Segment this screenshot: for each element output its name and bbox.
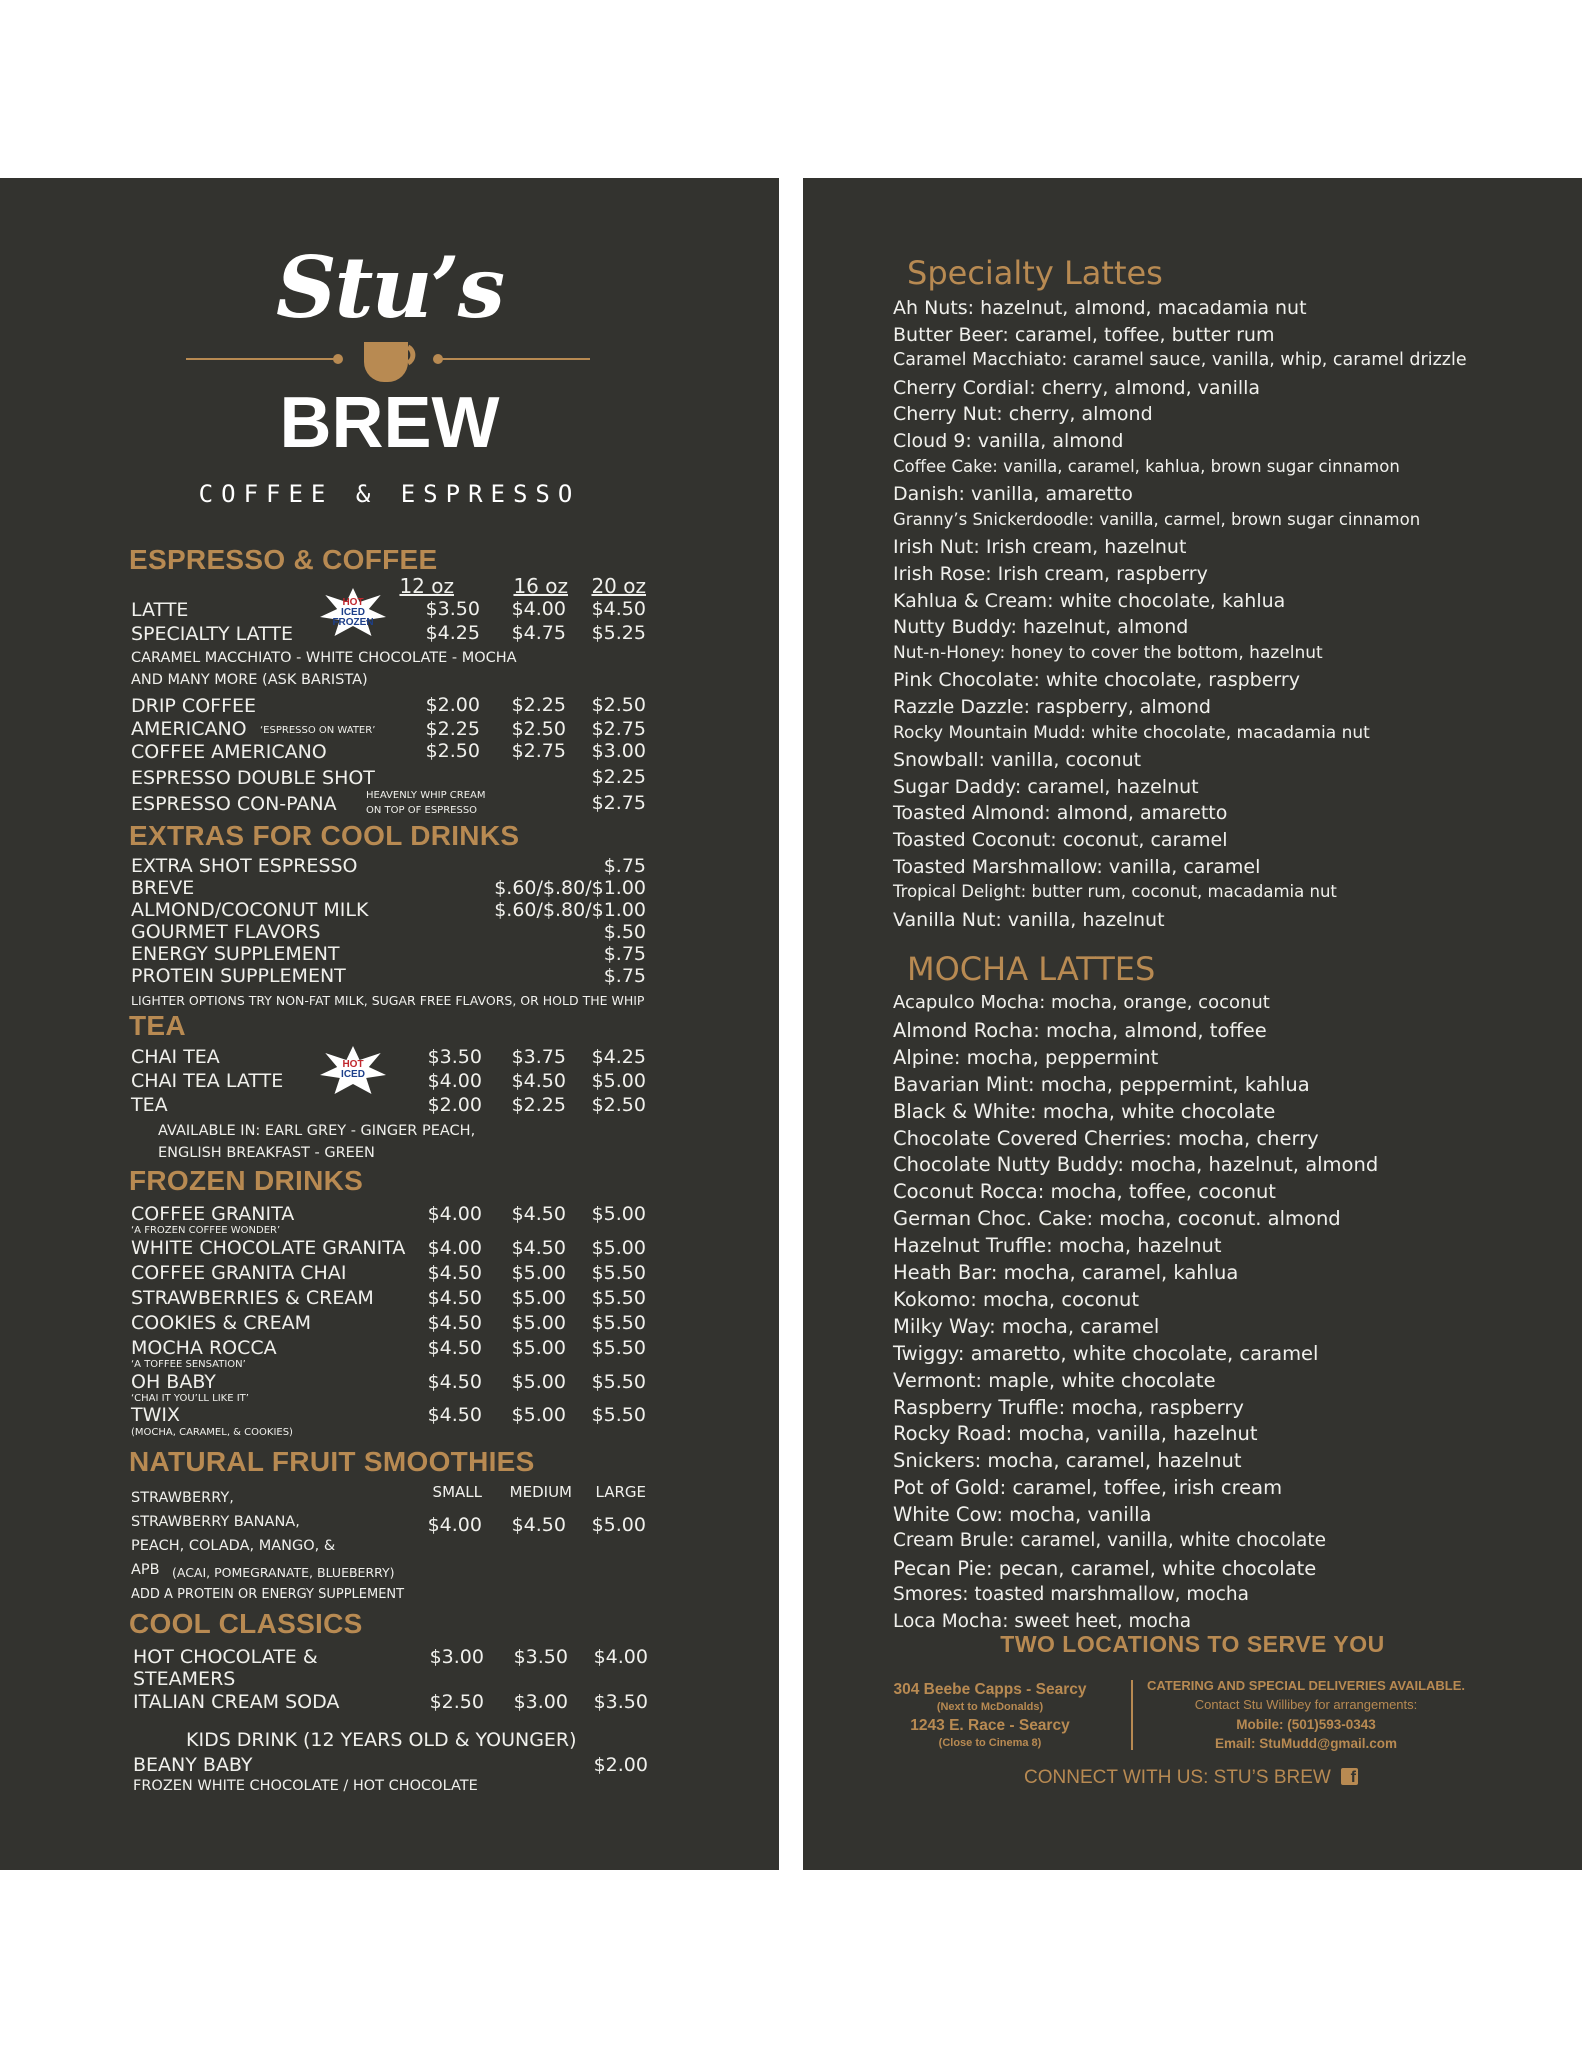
extra-item: ALMOND/COCONUT MILK [131,899,369,921]
kids-item-sub: FROZEN WHITE CHOCOLATE / HOT CHOCOLATE [133,1778,478,1794]
frozen-item-sub: ‘A TOFFEE SENSATION’ [131,1359,246,1370]
logo-tagline: COFFEE & ESPRESSO [198,480,581,508]
price: $3.75 [511,1046,566,1068]
price: $5.00 [591,1203,646,1225]
price: $2.75 [511,740,566,762]
frozen-item: WHITE CHOCOLATE GRANITA [131,1237,406,1259]
americano-note: ‘ESPRESSO ON WATER’ [260,725,376,736]
specialty-list-item: Rocky Mountain Mudd: white chocolate, macadamia nut [893,722,1370,743]
specialty-list-item: Butter Beer: caramel, toffee, butter rum [893,323,1275,346]
badge-hot: HOT [342,597,364,608]
smoothie-apb-note: (ACAI, POMEGRANATE, BLUEBERRY) [172,1565,395,1580]
specialty-list-item: Caramel Macchiato: caramel sauce, vanilla, whip, caramel drizzle [893,350,1467,371]
price: $4.25 [425,622,480,644]
extra-item: GOURMET FLAVORS [131,921,321,943]
price: $4.00 [511,598,566,620]
menu-item-specialty-latte: SPECIALTY LATTE [131,623,294,645]
mocha-list-item: Smores: toasted marshmallow, mocha [893,1583,1249,1605]
extra-item: BREVE [131,877,195,899]
price: $5.00 [511,1404,566,1426]
location-2-note: (Close to Cinema 8) [938,1737,1042,1749]
size-header-large: LARGE [595,1483,646,1501]
frozen-item: OH BABY [131,1371,216,1393]
specialty-list-item: Cloud 9: vanilla, almond [893,430,1124,452]
price: $5.50 [591,1287,646,1309]
price: $5.50 [591,1262,646,1284]
price: $2.50 [429,1691,484,1713]
hot-iced-frozen-badge [320,588,386,638]
extras-section-title: EXTRAS FOR COOL DRINKS [129,820,520,851]
tea-note: AVAILABLE IN: EARL GREY - GINGER PEACH, [158,1123,476,1139]
latte-note: CARAMEL MACCHIATO - WHITE CHOCOLATE - MOCHA [131,650,517,666]
specialty-list-item: Cherry Nut: cherry, almond [893,403,1153,426]
price: $5.00 [511,1312,566,1334]
tea-item: CHAI TEA LATTE [131,1070,284,1092]
mocha-list-item: Almond Rocha: mocha, almond, toffee [893,1018,1267,1042]
price: $.50 [603,921,646,943]
classic-item: STEAMERS [133,1668,236,1690]
specialty-list-item: Danish: vanilla, amaretto [893,483,1133,506]
location-1-note: (Next to McDonalds) [936,1701,1044,1713]
price: $3.00 [591,740,646,762]
badge-iced: ICED [341,1069,365,1080]
price: $4.50 [427,1404,482,1426]
size-header-12oz: 12 oz [399,574,454,598]
smoothie-flavor: STRAWBERRY, [131,1490,234,1506]
locations-divider [1131,1680,1133,1750]
price: $3.50 [593,1691,648,1713]
price: $.75 [603,965,646,987]
mocha-list-item: Raspberry Truffle: mocha, raspberry [893,1395,1244,1419]
latte-note: AND MANY MORE (ASK BARISTA) [131,672,368,688]
extra-item: EXTRA SHOT ESPRESSO [131,855,358,877]
mocha-lattes-title: MOCHA LATTES [907,950,1156,988]
price: $4.50 [427,1371,482,1393]
specialty-list-item: Toasted Almond: almond, amaretto [893,802,1228,825]
price: $4.50 [427,1262,482,1284]
price: $2.75 [591,718,646,740]
mocha-list-item: Black & White: mocha, white chocolate [893,1099,1276,1123]
connect-text: CONNECT WITH US: STU’S BREW [1024,1767,1331,1788]
mocha-list-item: Hazelnut Truffle: mocha, hazelnut [893,1234,1222,1258]
specialty-list-item: Snowball: vanilla, coconut [893,749,1142,772]
badge-iced: ICED [341,607,365,618]
price: $5.50 [591,1404,646,1426]
mocha-list-item: Pecan Pie: pecan, caramel, white chocolate [893,1556,1317,1580]
specialty-list-item: Pink Chocolate: white chocolate, raspberry [893,669,1300,692]
price: $4.00 [593,1646,648,1668]
price: $2.50 [591,694,646,716]
specialty-list-item: Kahlua & Cream: white chocolate, kahlua [893,589,1286,612]
price: $3.50 [427,1046,482,1068]
con-pana-note: HEAVENLY WHIP CREAM [366,790,486,801]
classic-item: ITALIAN CREAM SODA [133,1691,340,1713]
tea-item: TEA [131,1094,168,1116]
price: $5.25 [591,622,646,644]
right-menu-panel [803,178,1582,1870]
specialty-list-item: Tropical Delight: butter rum, coconut, macadamia nut [893,882,1337,902]
smoothie-flavor-apb: APB [131,1562,160,1578]
specialty-lattes-title: Specialty Lattes [907,254,1163,292]
price: $5.00 [511,1371,566,1393]
specialty-list-item: Nutty Buddy: hazelnut, almond [893,616,1189,639]
specialty-list-item: Irish Rose: Irish cream, raspberry [893,563,1208,585]
price: $4.00 [427,1203,482,1225]
logo-script: Stu’s [275,238,504,337]
logo-block: BREW [279,383,500,463]
menu-item-espresso-con-pana: ESPRESSO CON-PANA [131,793,337,815]
mocha-list-item: Rocky Road: mocha, vanilla, hazelnut [893,1422,1258,1446]
price: $2.25 [591,766,646,788]
price: $.60/$.80/$1.00 [494,899,646,921]
location-2: 1243 E. Race - Searcy [910,1717,1070,1734]
badge-frozen: FROZEN [332,617,374,628]
frozen-item-sub: ‘CHAI IT YOU’LL LIKE IT’ [131,1393,249,1404]
specialty-list-item: Coffee Cake: vanilla, caramel, kahlua, brown sugar cinnamon [893,456,1400,476]
specialty-list-item: Irish Nut: Irish cream, hazelnut [893,536,1187,559]
hot-iced-badge [320,1046,386,1096]
price: $2.00 [425,694,480,716]
specialty-list-item: Cherry Cordial: cherry, almond, vanilla [893,376,1261,399]
price: $4.50 [591,598,646,620]
frozen-item-sub: (MOCHA, CARAMEL, & COOKIES) [131,1427,293,1438]
price: $5.00 [511,1262,566,1284]
mocha-list-item: Alpine: mocha, peppermint [893,1045,1159,1069]
specialty-list-item: Toasted Coconut: coconut, caramel [893,829,1228,851]
mocha-list-item: Chocolate Covered Cherries: mocha, cherry [893,1126,1319,1150]
specialty-list-item: Razzle Dazzle: raspberry, almond [893,696,1211,718]
price: $.75 [603,943,646,965]
price: $4.00 [427,1514,482,1536]
mocha-list-item: Loca Mocha: sweet heet, mocha [893,1610,1192,1632]
price: $5.50 [591,1312,646,1334]
smoothie-flavor: STRAWBERRY BANANA, [131,1514,300,1530]
classics-section-title: COOL CLASSICS [129,1608,363,1639]
price: $4.50 [427,1312,482,1334]
price: $.60/$.80/$1.00 [494,877,646,899]
specialty-list-item: Vanilla Nut: vanilla, hazelnut [893,908,1165,931]
price: $2.50 [511,718,566,740]
price: $3.00 [513,1691,568,1713]
menu-item-latte: LATTE [131,599,189,621]
price: $3.50 [513,1646,568,1668]
mocha-list-item: Chocolate Nutty Buddy: mocha, hazelnut, almond [893,1153,1379,1177]
price: $5.00 [591,1237,646,1259]
price: $3.00 [429,1646,484,1668]
price: $4.75 [511,622,566,644]
smoothies-section-title: NATURAL FRUIT SMOOTHIES [129,1446,535,1477]
frozen-item: STRAWBERRIES & CREAM [131,1287,374,1309]
price: $5.50 [591,1337,646,1359]
mocha-list-item: Twiggy: amaretto, white chocolate, caramel [893,1341,1319,1365]
mocha-list-item: Snickers: mocha, caramel, hazelnut [893,1449,1242,1473]
frozen-section-title: FROZEN DRINKS [129,1165,364,1196]
smoothie-flavor: PEACH, COLADA, MANGO, & [131,1538,336,1554]
frozen-item: MOCHA ROCCA [131,1337,277,1359]
left-menu-panel [0,178,779,1870]
price: $4.25 [591,1046,646,1068]
menu-item-coffee-americano: COFFEE AMERICANO [131,741,327,763]
locations-title: TWO LOCATIONS TO SERVE YOU [1000,1631,1385,1657]
contact-text: Contact Stu Willibey for arrangements: [1194,1697,1418,1712]
specialty-list-item: Ah Nuts: hazelnut, almond, macadamia nut [893,297,1307,319]
price: $2.25 [511,1094,566,1116]
smoothie-add-note: ADD A PROTEIN OR ENERGY SUPPLEMENT [131,1587,405,1602]
kids-drink-title: KIDS DRINK (12 YEARS OLD & YOUNGER) [186,1729,577,1751]
size-header-medium: MEDIUM [509,1483,572,1501]
lighter-options-note: LIGHTER OPTIONS TRY NON-FAT MILK, SUGAR FREE FLAVORS, OR HOLD THE WHIP [131,993,645,1008]
mocha-list-item: Pot of Gold: caramel, toffee, irish cream [893,1476,1283,1500]
mocha-list-item: Heath Bar: mocha, caramel, kahlua [893,1261,1239,1284]
price: $4.50 [511,1203,566,1225]
price: $2.00 [593,1754,648,1776]
price: $4.50 [511,1237,566,1259]
menu-item-drip-coffee: DRIP COFFEE [131,695,257,717]
email-text: Email: StuMudd@gmail.com [1215,1736,1397,1751]
price: $2.25 [511,694,566,716]
badge-hot: HOT [342,1059,364,1070]
price: $5.00 [591,1514,646,1536]
classic-item: HOT CHOCOLATE & [133,1646,318,1668]
mocha-list-item: German Choc. Cake: mocha, coconut. almond [893,1207,1341,1231]
size-header-small: SMALL [432,1483,482,1501]
catering-text: CATERING AND SPECIAL DELIVERIES AVAILABLE. [1146,1678,1466,1693]
mocha-list-item: Vermont: maple, white chocolate [893,1368,1216,1392]
menu-item-americano: AMERICANO [131,718,247,740]
price: $5.50 [591,1371,646,1393]
price: $4.50 [511,1514,566,1536]
price: $.75 [603,855,646,877]
con-pana-note: ON TOP OF ESPRESSO [366,805,478,816]
price: $4.00 [427,1070,482,1092]
frozen-item: TWIX [131,1404,181,1426]
tea-note: ENGLISH BREAKFAST - GREEN [158,1145,375,1161]
specialty-list-item: Sugar Daddy: caramel, hazelnut [893,775,1199,798]
size-header-20oz: 20 oz [591,574,646,598]
specialty-list-item: Toasted Marshmallow: vanilla, caramel [893,855,1261,878]
frozen-item-sub: ‘A FROZEN COFFEE WONDER’ [131,1225,281,1236]
price: $2.00 [427,1094,482,1116]
frozen-item: COFFEE GRANITA [131,1203,295,1225]
mobile-text: Mobile: (501)593-0343 [1236,1717,1376,1732]
tea-item: CHAI TEA [131,1046,220,1068]
specialty-list-item: Nut-n-Honey: honey to cover the bottom, hazelnut [893,642,1323,663]
mocha-list-item: Kokomo: mocha, coconut [893,1287,1139,1311]
mocha-list-item: White Cow: mocha, vanilla [893,1503,1152,1527]
location-1: 304 Beebe Capps - Searcy [893,1681,1087,1698]
mocha-list-item: Milky Way: mocha, caramel [893,1314,1160,1338]
price: $4.50 [511,1070,566,1092]
kids-item: BEANY BABY [133,1754,253,1776]
price: $3.50 [425,598,480,620]
menu-item-espresso-double-shot: ESPRESSO DOUBLE SHOT [131,767,375,789]
extra-item: PROTEIN SUPPLEMENT [131,965,346,987]
mocha-list-item: Coconut Rocca: mocha, toffee, coconut [893,1180,1276,1204]
mocha-list-item: Bavarian Mint: mocha, peppermint, kahlua [893,1072,1310,1096]
price: $4.50 [427,1287,482,1309]
specialty-list-item: Granny’s Snickerdoodle: vanilla, carmel, brown sugar cinnamon [893,509,1421,529]
extra-item: ENERGY SUPPLEMENT [131,943,340,965]
facebook-icon[interactable]: f [1341,1768,1358,1785]
tea-section-title: TEA [129,1010,186,1041]
price: $5.00 [511,1337,566,1359]
price: $5.00 [511,1287,566,1309]
price: $4.00 [427,1237,482,1259]
price: $4.50 [427,1337,482,1359]
price: $5.00 [591,1070,646,1092]
mocha-list-item: Acapulco Mocha: mocha, orange, coconut [893,992,1270,1013]
price: $2.75 [591,792,646,814]
mocha-list-item: Cream Brule: caramel, vanilla, white chocolate [893,1530,1327,1551]
size-header-16oz: 16 oz [513,574,568,598]
frozen-item: COOKIES & CREAM [131,1312,312,1334]
frozen-item: COFFEE GRANITA CHAI [131,1262,347,1284]
coffee-cup-icon [186,334,590,384]
espresso-section-title: ESPRESSO & COFFEE [129,544,438,575]
price: $2.50 [591,1094,646,1116]
price: $2.50 [425,740,480,762]
price: $2.25 [425,718,480,740]
